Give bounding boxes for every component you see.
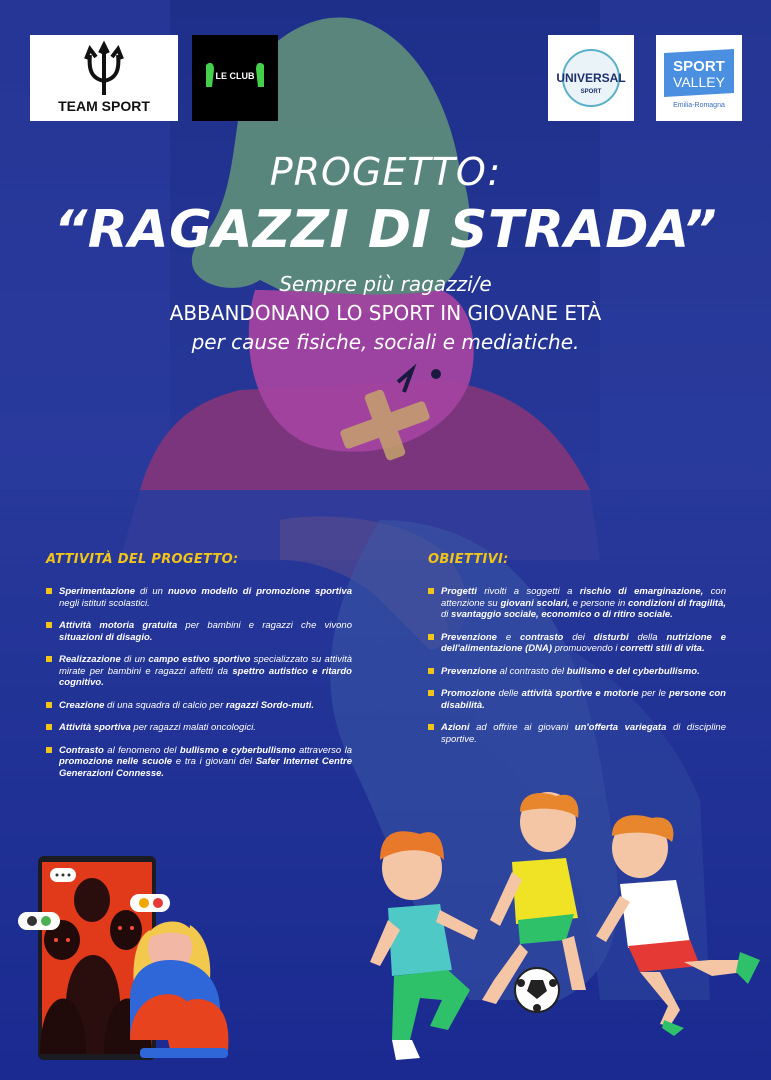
- activity-item: Attività sportiva per ragazzi malati oncologici.: [46, 722, 352, 734]
- svg-text:UNIVERSAL: UNIVERSAL: [556, 71, 626, 85]
- svg-text:Emilia-Romagna: Emilia-Romagna: [673, 102, 725, 109]
- objective-item: Azioni ad offrire ai giovani un'offerta variegata di discipline sportive.: [428, 722, 726, 745]
- objectives-heading: OBIETTIVI:: [428, 552, 509, 567]
- activity-item: Sperimentazione di un nuovo modello di promozione sportiva negli istituti scolastici.: [46, 586, 352, 609]
- subtitle-line-2: ABBANDONANO LO SPORT IN GIOVANE ETÀ: [169, 301, 602, 325]
- teamsport-logo: [30, 35, 178, 121]
- sport-valley-logo: [656, 35, 742, 121]
- trident-icon: [30, 35, 178, 121]
- svg-text:TEAM SPORT: TEAM SPORT: [58, 98, 150, 114]
- objective-item: Prevenzione al contrasto del bullismo e del cyberbullismo.: [428, 666, 726, 678]
- objectives-list: [428, 586, 726, 756]
- lions-icon: [192, 35, 278, 121]
- activity-item: Contrasto al fenomeno del bullismo e cyberbullismo attraverso la promozione nelle scuole e tra i giovani del Safer Internet Centre Generazioni Connesse.: [46, 745, 352, 780]
- title-ragazzi-di-strada: “RAGAZZI DI STRADA”: [53, 200, 718, 260]
- activity-item: Attività motoria gratuita per bambini e ragazzi che vivono situazioni di disagio.: [46, 620, 352, 643]
- svg-text:LE CLUB: LE CLUB: [215, 71, 255, 81]
- activities-heading: ATTIVITÀ DEL PROGETTO:: [46, 552, 239, 567]
- objective-item: Prevenzione e contrasto dei disturbi della nutrizione e dell'alimentazione (DNA) promuovendo i corretti stili di vita.: [428, 632, 726, 655]
- svg-text:SPORT: SPORT: [580, 89, 602, 95]
- title-progetto: PROGETTO:: [269, 150, 502, 194]
- activity-item: Creazione di una squadra di calcio per ragazzi Sordo-muti.: [46, 700, 352, 712]
- leclub-logo: [192, 35, 278, 121]
- svg-text:VALLEY: VALLEY: [673, 74, 725, 90]
- activity-item: Realizzazione di un campo estivo sportivo specializzato su attività mirate per bambini e ragazzi affetti da spettro autistico e ritardo cognitivo.: [46, 654, 352, 689]
- objective-item: Promozione delle attività sportive e motorie per le persone con disabilità.: [428, 688, 726, 711]
- objective-item: Progetti rivolti a soggetti a rischio di emarginazione, con attenzione su giovani scolari, e persone in condizioni di fragilità, di svantaggio sociale, economico o di ritiro sociale.: [428, 586, 726, 621]
- svg-text:SPORT: SPORT: [673, 58, 725, 75]
- activities-list: [46, 586, 352, 790]
- subtitle-line-3: per cause fisiche, sociali e mediatiche.: [191, 330, 580, 354]
- universal-sport-logo: [548, 35, 634, 121]
- subtitle-line-1: Sempre più ragazzi/e: [279, 272, 492, 296]
